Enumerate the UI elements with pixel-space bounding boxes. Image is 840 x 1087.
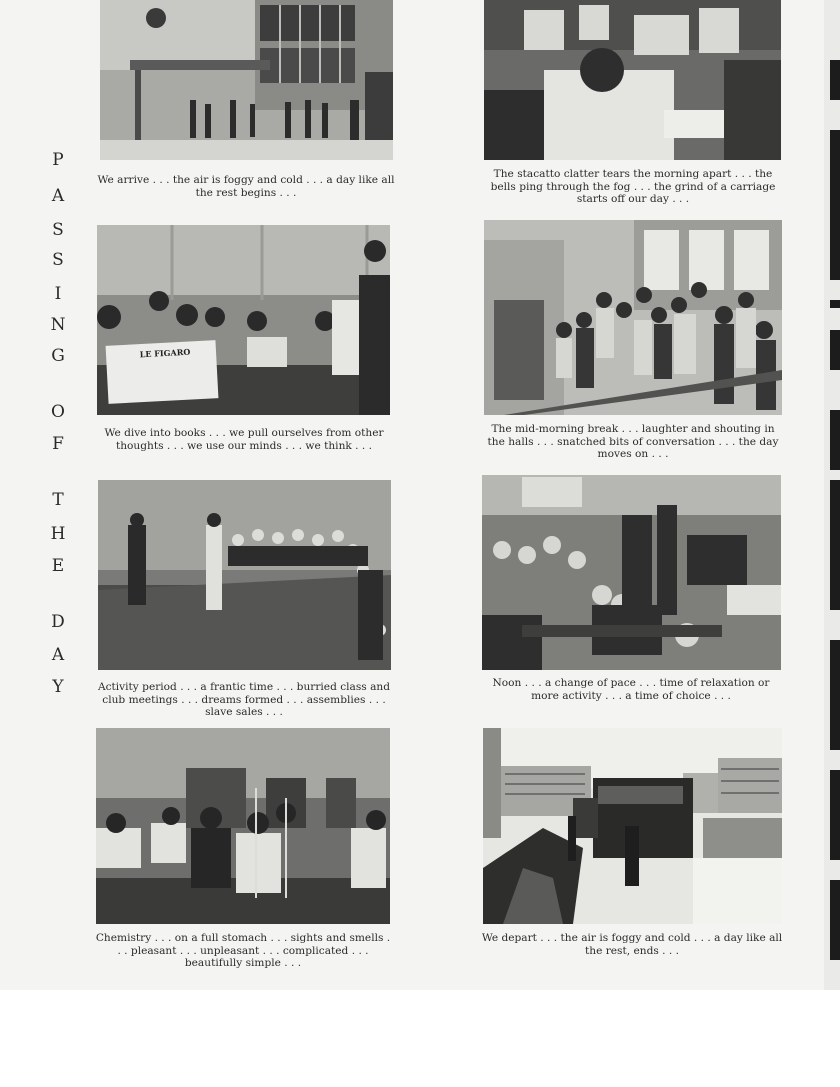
caption-chemistry: Chemistry . . . on a full stomach . . . sights and smells . . . pleasant . . . unpleasant . . . complicated . . . beautifully simple . . .: [95, 932, 391, 969]
caption-assembly: Activity period . . . a frantic time . . . burried class and club meetings . . . dreams formed . . . assemblies . . . slave sales . . .: [97, 681, 391, 718]
title-letter: O: [51, 402, 65, 422]
caption-hallway: The mid-morning break . . . laughter and shouting in the halls . . . snatched bits of conversation . . . the day moves on . . .: [487, 423, 779, 460]
caption-reading: We dive into books . . . we pull ourselves from other thoughts . . . we use our minds . . . we think . . .: [104, 427, 384, 452]
photo-reading: [97, 225, 390, 415]
title-letter: E: [51, 556, 65, 576]
title-letter: P: [52, 150, 64, 170]
title-letter: A: [51, 645, 65, 665]
title-letter: G: [51, 346, 65, 366]
caption-arrival: We arrive . . . the air is foggy and cold . . . a day like all the rest begins . . .: [97, 174, 395, 199]
title-letter: Y: [52, 677, 64, 697]
photo-chemistry: [96, 728, 390, 924]
title-letter: D: [51, 612, 65, 632]
caption-departure: We depart . . . the air is foggy and cold . . . a day like all the rest, ends . . .: [481, 932, 783, 957]
title-letter: I: [54, 284, 62, 304]
title-letter: S: [52, 220, 64, 240]
newspaper-headline: LE FIGARO: [139, 346, 191, 360]
title-letter: F: [52, 434, 64, 454]
caption-typing-class: The stacatto clatter tears the morning apart . . . the bells ping through the fog . . . the grind of a carriage starts off our day . . .: [490, 168, 776, 205]
title-letter: N: [50, 315, 66, 335]
binding-edge: [824, 0, 840, 990]
title-letter: S: [52, 250, 64, 270]
photo-departure: [483, 728, 782, 924]
title-letter: H: [50, 524, 66, 544]
photo-cafeteria: [482, 475, 781, 670]
photo-arrival: [100, 0, 393, 160]
caption-cafeteria: Noon . . . a change of pace . . . time of relaxation or more activity . . . a time of choice . . .: [492, 677, 770, 702]
title-letter: A: [51, 186, 65, 206]
photo-hallway: [484, 220, 782, 415]
photo-assembly: [98, 480, 391, 670]
title-letter: T: [52, 490, 64, 510]
photo-typing-class: [484, 0, 781, 160]
